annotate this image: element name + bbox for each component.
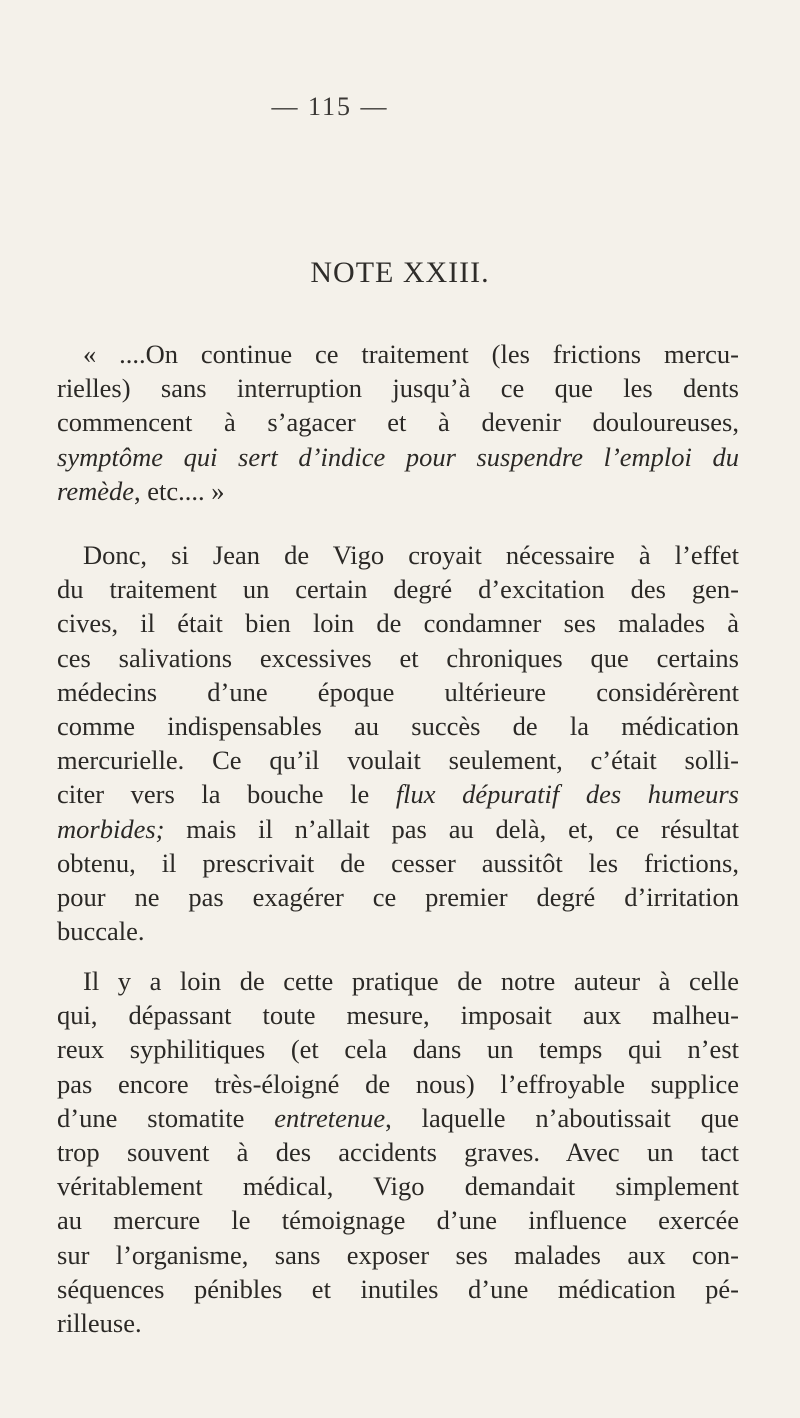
text-line: reux syphilitiques (et cela dans un temps qui n’est [57, 1034, 739, 1065]
text-line: cives, il était bien loin de condamner ses malades à [57, 608, 739, 639]
text-line: séquences pénibles et inutiles d’une médication pé- [57, 1273, 739, 1304]
text-line: du traitement un certain degré d’excitation des gen- [57, 574, 739, 605]
text-line [57, 812, 739, 846]
text-line: mercurielle. Ce qu’il voulait seulement, c’était solli- [57, 745, 739, 776]
text-line: pour ne pas exagérer ce premier degré d’irritation [57, 882, 739, 913]
text-line [57, 1101, 739, 1135]
text-line: véritablement médical, Vigo demandait simplement [57, 1171, 739, 1202]
text-line: rielles) sans interruption jusqu’à ce que les dents [57, 373, 739, 404]
page-number: — 115 — [271, 92, 389, 121]
text-line: Il y a loin de cette pratique de notre auteur à celle [83, 966, 739, 996]
text-line: rilleuse. [57, 1308, 142, 1339]
text-line: qui, dépassant toute mesure, imposait aux malheu- [57, 1000, 739, 1031]
text-line: pas encore très-éloigné de nous) l’effroyable supplice [57, 1068, 739, 1099]
text-line [57, 777, 739, 811]
text-line: commencent à s’agacer et à devenir douloureuses, [57, 407, 739, 438]
text-line [57, 474, 739, 508]
italic-text: flux dépuratif des humeurs [395, 779, 739, 810]
text-segment: , etc.... » [134, 475, 225, 506]
text-segment: d’une stomatite [57, 1102, 275, 1133]
paragraph-commentary [57, 538, 739, 948]
italic-text: symptôme qui sert d’indice pour suspendre l’emploi du [57, 441, 739, 472]
italic-text: remède [57, 475, 135, 506]
text-line: trop souvent à des accidents graves. Avec un tact [57, 1137, 739, 1168]
text-segment: , laquelle n’aboutissait que [385, 1102, 739, 1133]
text-line: au mercure le témoignage d’une influence exercée [57, 1205, 739, 1236]
note-title: NOTE XXIII. [310, 256, 490, 289]
paragraph-comparison [57, 964, 739, 1340]
text-line: « ....On continue ce traitement (les frictions mercu- [83, 339, 739, 369]
text-segment: mais il n’allait pas au delà, et, ce résultat [164, 813, 739, 844]
italic-text: entretenue [274, 1102, 386, 1133]
text-line: médecins d’une époque ultérieure considérèrent [57, 676, 739, 707]
text-line: ces salivations excessives et chroniques que certains [57, 642, 739, 673]
paragraph-quote [57, 337, 739, 508]
text-line: obtenu, il prescrivait de cesser aussitôt les frictions, [57, 847, 739, 878]
text-line: buccale. [57, 916, 145, 947]
text-line: sur l’organisme, sans exposer ses malades aux con- [57, 1239, 739, 1270]
text-line [57, 440, 739, 474]
text-line: comme indispensables au succès de la médication [57, 711, 739, 742]
italic-text: morbides; [57, 813, 165, 844]
text-line: Donc, si Jean de Vigo croyait nécessaire à l’effet [83, 540, 739, 570]
text-segment: citer vers la bouche le [57, 779, 396, 810]
